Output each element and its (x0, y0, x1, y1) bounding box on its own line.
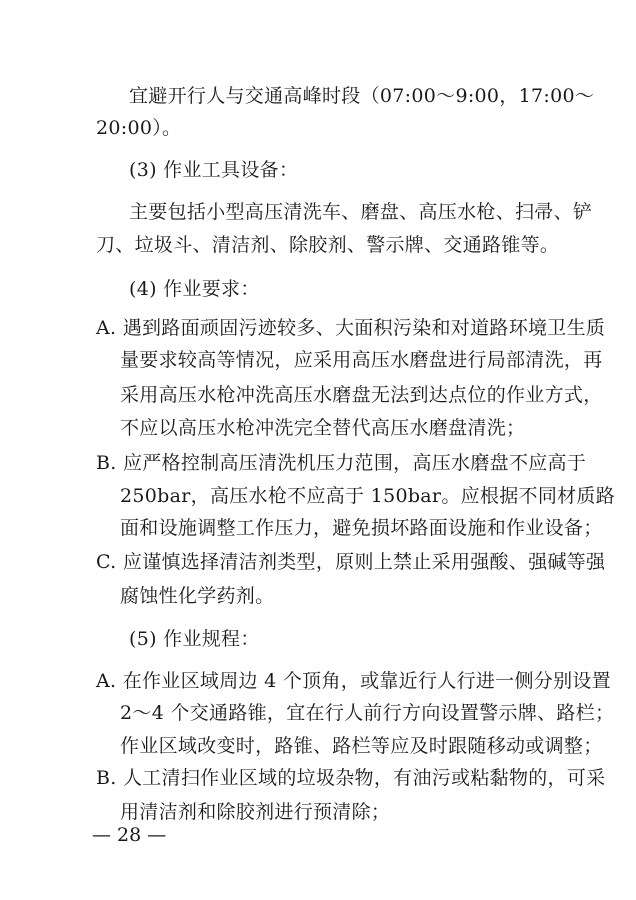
list-item-line: B. 应严格控制高压清洗机压力范围，高压水磨盘不应高于 (96, 452, 587, 474)
section-heading: (4) 作业要求： (129, 278, 260, 300)
section-heading: (5) 作业规程： (129, 628, 260, 650)
list-item-line: A. 遇到路面顽固污迹较多、大面积污染和对道路环境卫生质 (96, 317, 606, 339)
list-item-line: 250bar，高压水枪不应高于 150bar。应根据不同材质路 (120, 485, 616, 507)
paragraph-line: 主要包括小型高压清洗车、磨盘、高压水枪、扫帚、铲 (129, 201, 593, 223)
list-item-line: 2～4 个交通路锥，宜在行人前行方向设置警示牌、路栏； (120, 702, 615, 724)
list-item-line: 采用高压水枪冲洗高压水磨盘无法到达点位的作业方式， (120, 384, 603, 406)
paragraph-line: 20:00）。 (96, 117, 182, 139)
list-item-line: 面和设施调整工作压力，避免损坏路面设施和作业设备； (120, 517, 603, 539)
list-item-line: 腐蚀性化学药剂。 (120, 585, 275, 607)
paragraph-line: 刀、垃圾斗、清洁剂、除胶剂、警示牌、交通路锥等。 (96, 234, 560, 256)
list-item-line: C. 应谨慎选择清洁剂类型，原则上禁止采用强酸、强碱等强 (96, 551, 606, 573)
list-item-line: 不应以高压水枪冲洗完全替代高压水磨盘清洗； (120, 417, 526, 439)
list-item-line: B. 人工清扫作业区域的垃圾杂物，有油污或粘黏物的，可采 (96, 767, 606, 789)
list-item-line: 作业区域改变时，路锥、路栏等应及时跟随移动或调整； (120, 735, 603, 757)
list-item-line: A. 在作业区域周边 4 个顶角，或靠近行人行进一侧分别设置 (96, 670, 611, 692)
list-item-line: 用清洁剂和除胶剂进行预清除； (120, 801, 391, 823)
list-item-line: 量要求较高等情况，应采用高压水磨盘进行局部清洗，再 (120, 349, 603, 371)
section-heading: (3) 作业工具设备： (129, 159, 299, 181)
paragraph-line: 宜避开行人与交通高峰时段（07:00～9:00，17:00～ (129, 85, 595, 107)
page-number: — 28 — (92, 824, 167, 846)
